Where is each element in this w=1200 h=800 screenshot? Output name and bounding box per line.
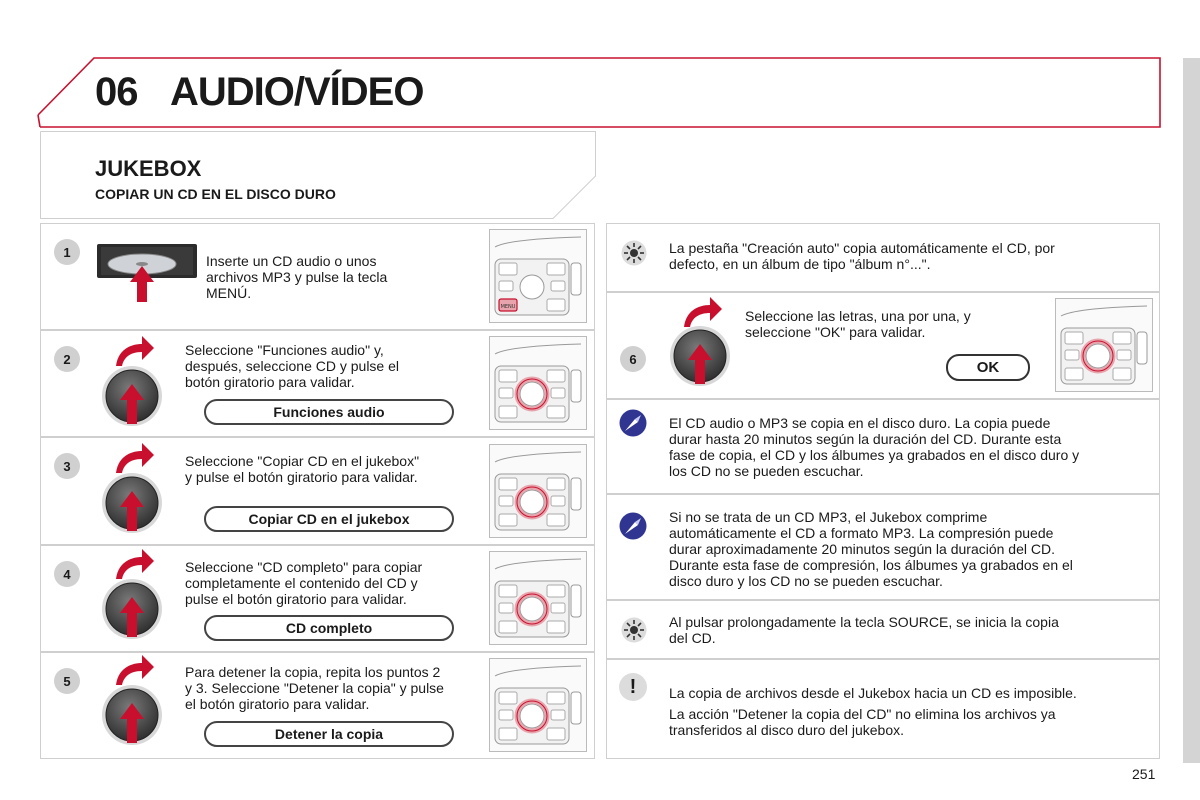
- step-text-5: Para detener la copia, repita los puntos 2 y 3. Seleccione "Detener la copia" y pulse el botón giratorio para validar.: [185, 664, 444, 712]
- control-panel-knob: [489, 444, 587, 538]
- note-text-creacion-auto: La pestaña "Creación auto" copia automáticamente el CD, por defecto, en un álbum de tipo "álbum n°...".: [669, 240, 1055, 272]
- step-number-4: 4: [54, 561, 80, 587]
- funciones-audio-button[interactable]: Funciones audio: [204, 399, 454, 425]
- step-number-1: 1: [54, 239, 80, 265]
- turn-arrow-icon: [112, 334, 156, 368]
- cd-completo-button[interactable]: CD completo: [204, 615, 454, 641]
- step-number-6: 6: [620, 346, 646, 372]
- info-icon: [619, 512, 647, 540]
- turn-arrow-icon: [112, 653, 156, 687]
- svg-text:MENU: MENU: [500, 304, 516, 310]
- section-subtitle: COPIAR UN CD EN EL DISCO DURO: [95, 186, 336, 202]
- cd-player-icon: [97, 244, 197, 304]
- side-tab: [1183, 58, 1200, 763]
- turn-arrow-icon: [112, 441, 156, 475]
- chapter-title: AUDIO/VÍDEO: [170, 70, 424, 114]
- note-text-copia-disco: El CD audio o MP3 se copia en el disco duro. La copia puede durar hasta 20 minutos según la duración del CD. Durante esta fase de copia, el CD y los álbumes ya grabados en el disco duro y los CD no se pueden escuchar.: [669, 415, 1080, 479]
- section-title: JUKEBOX: [95, 156, 202, 181]
- tip-icon: [621, 617, 647, 643]
- info-icon: [619, 409, 647, 437]
- rotary-knob-icon: [100, 364, 164, 428]
- step-number-2: 2: [54, 346, 80, 372]
- control-panel-knob: [489, 658, 587, 752]
- page-number: 251: [1132, 766, 1156, 782]
- note-text-compresion: Si no se trata de un CD MP3, el Jukebox comprime automáticamente el CD a formato MP3. La compresión puede durar aproximadamente 20 minutos según la duración del CD. Durante esta fase de compresión, los álbumes ya grabados en el disco duro y los CD no se pueden escuchar.: [669, 509, 1073, 589]
- step-text-4: Seleccione "CD completo" para copiar completamente el contenido del CD y pulse el botón giratorio para validar.: [185, 559, 423, 607]
- rotary-knob-icon: [100, 577, 164, 641]
- control-panel-menu: [489, 229, 587, 323]
- step-text-2: Seleccione "Funciones audio" y, después, seleccione CD y pulse el botón giratorio para validar.: [185, 342, 400, 390]
- step-text-1: Inserte un CD audio o unos archivos MP3 y pulse la tecla MENÚ.: [206, 253, 388, 301]
- copiar-cd-jukebox-button[interactable]: Copiar CD en el jukebox: [204, 506, 454, 532]
- turn-arrow-icon: [112, 547, 156, 581]
- note-text-warning-2: La acción "Detener la copia del CD" no elimina los archivos ya transferidos al disco duro del jukebox.: [669, 706, 1056, 738]
- note-text-warning: La copia de archivos desde el Jukebox hacia un CD es imposible.: [669, 685, 1077, 701]
- step-number-5: 5: [54, 668, 80, 694]
- control-panel-knob: [489, 551, 587, 645]
- warning-icon: !: [619, 673, 647, 701]
- step-number-3: 3: [54, 453, 80, 479]
- rotary-knob-icon: [100, 683, 164, 747]
- control-panel-knob: [489, 336, 587, 430]
- chapter-number: 06: [95, 70, 138, 114]
- rotary-knob-icon: [668, 324, 732, 388]
- step-text-3: Seleccione "Copiar CD en el jukebox" y pulse el botón giratorio para validar.: [185, 453, 420, 485]
- detener-copia-button[interactable]: Detener la copia: [204, 721, 454, 747]
- rotary-knob-icon: [100, 471, 164, 535]
- control-panel-knob: [1055, 298, 1153, 392]
- tip-icon: [621, 240, 647, 266]
- step-text-6: Seleccione las letras, una por una, y seleccione "OK" para validar.: [745, 308, 971, 340]
- ok-button[interactable]: OK: [946, 354, 1030, 381]
- note-text-source: Al pulsar prolongadamente la tecla SOURCE, se inicia la copia del CD.: [669, 614, 1059, 646]
